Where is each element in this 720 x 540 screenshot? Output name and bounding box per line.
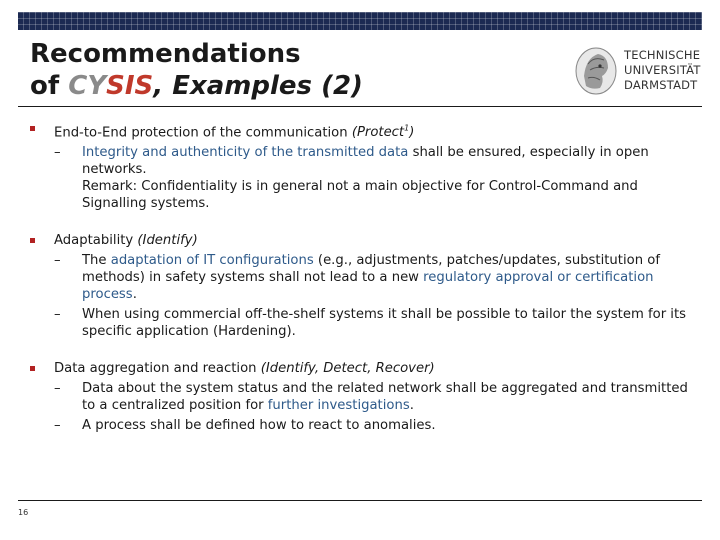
heading-text: Data aggregation and reaction <box>54 361 257 377</box>
sub-item <box>54 306 700 340</box>
sub-text-mid: (e.g., adjustments, patches/updates, substitution of methods) in safety systems shall not lead to a new <box>82 253 660 286</box>
logo-line-3: DARMSTADT <box>624 78 698 92</box>
logo-line-1: TECHNISCHE <box>624 48 701 62</box>
heading-tag-text: (Protect <box>351 125 405 141</box>
bullet-square-icon <box>30 238 35 243</box>
sub-item <box>54 417 700 434</box>
dash-marker: – <box>54 253 61 269</box>
sub-text-pre: Data about the system status and the related network shall be aggregated and transmitted to a centralized position for <box>82 381 688 414</box>
bullet-item-3 <box>30 360 700 434</box>
page-number: 16 <box>18 508 29 517</box>
sub-text-pre: The <box>82 253 111 269</box>
dash-marker: – <box>54 145 61 161</box>
sub-item <box>54 252 700 303</box>
title-line-1: Recommendations <box>30 39 301 69</box>
sub-text: When using commercial off-the-shelf systems it shall be possible to tailor the system for its specific application (Hardening). <box>82 307 687 340</box>
bullet-item-1 <box>30 120 700 212</box>
bullet-square-icon <box>30 366 35 371</box>
remark-text: Remark: Confidentiality is in general not a main objective for Control-Command and Signalling systems. <box>82 179 638 212</box>
title-sis: SIS <box>106 71 154 101</box>
dash-marker: – <box>54 307 61 323</box>
slide-content <box>30 120 700 434</box>
heading-tag: (Identify) <box>137 233 198 249</box>
title-of: of <box>30 71 69 101</box>
slide-title <box>30 38 363 102</box>
sub-item <box>54 380 700 414</box>
logo-text <box>624 48 701 93</box>
sub-item <box>54 144 700 212</box>
title-line-2 <box>30 70 363 102</box>
highlight-text: further investigations <box>267 398 410 414</box>
heading-text: End-to-End protection of the communication <box>54 125 348 141</box>
heading-tag-close: ) <box>409 125 415 141</box>
logo-line-2: UNIVERSITÄT <box>624 63 701 77</box>
footnote-ref: 1 <box>404 124 410 133</box>
dash-marker: – <box>54 381 61 397</box>
item-heading <box>54 120 700 141</box>
bullet-item-2 <box>30 232 700 340</box>
item-heading <box>54 232 700 249</box>
header-bar <box>18 12 702 30</box>
sub-text <box>82 380 700 414</box>
title-cy: CY <box>68 71 107 101</box>
sub-text-rest: shall be ensured, especially in open networks. <box>82 145 649 178</box>
highlight-text: adaptation of IT configurations <box>110 253 314 269</box>
highlight-text: Integrity and authenticity of the transmitted data <box>82 145 409 161</box>
heading-text: Adaptability <box>54 233 134 249</box>
highlight-text-2: regulatory approval or certification process <box>82 270 654 303</box>
sub-text-end: . <box>132 287 137 303</box>
sub-text: A process shall be defined how to react to anomalies. <box>82 418 436 434</box>
header-bar-pattern <box>18 12 702 30</box>
footer-divider <box>18 500 702 501</box>
item-heading <box>54 360 700 377</box>
heading-tag <box>352 125 415 140</box>
title-divider <box>18 106 702 107</box>
tu-darmstadt-logo <box>566 42 706 102</box>
sub-text <box>82 144 700 178</box>
sub-text-end: . <box>409 398 414 414</box>
athena-seal-icon <box>574 46 618 96</box>
title-examples: , Examples (2) <box>153 71 363 101</box>
dash-marker: – <box>54 418 61 434</box>
bullet-square-icon <box>30 126 35 131</box>
heading-tag: (Identify, Detect, Recover) <box>260 361 435 377</box>
sub-text <box>82 252 700 303</box>
